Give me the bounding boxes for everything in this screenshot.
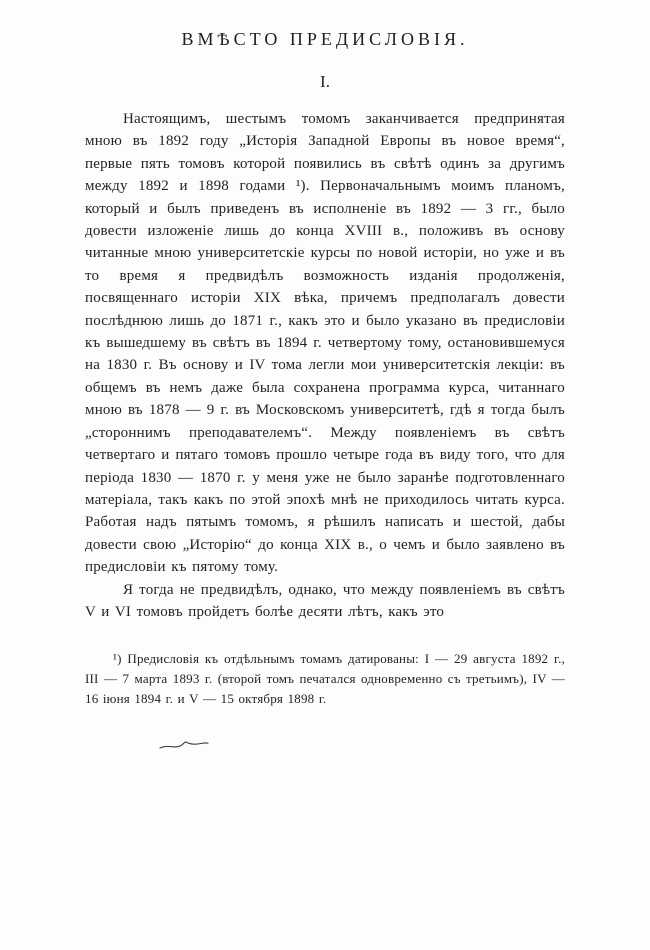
footnote: ¹) Предисловія къ отдѣльнымъ томамъ датированы: I — 29 августа 1892 г., III — 7 марта 1893 г. (второй томъ печатался одновременно съ третьимъ), IV — 16 іюня 1894 г. и V — 15 октября 1898 г.	[85, 651, 565, 707]
body-paragraph: Я тогда не предвидѣлъ, однако, что между появленіемъ въ свѣтъ V и VI томовъ пройдетъ болѣе десяти лѣтъ, какъ это	[85, 581, 565, 620]
body-text	[85, 108, 565, 623]
page-title: ВМѢСТО ПРЕДИСЛОВІЯ.	[181, 29, 469, 49]
ink-squiggle-mark	[158, 736, 210, 754]
body-paragraph: Настоящимъ, шестымъ томомъ заканчивается предпринятая мною въ 1892 году „Исторія Западной Европы въ новое время“, первые пять томовъ которой появились въ свѣтѣ одинъ за другимъ между 1892 и 1898 годами ¹). Первоначальнымъ моимъ планомъ, который и былъ приведенъ въ исполненіе въ 1892 — 3 гг., было довести изложеніе лишь до конца XVIII в., положивъ въ основу читанные мною университетскіе курсы по новой исторіи, но уже и въ то время я предвидѣлъ возможность изданія продолженія, посвященнаго исторіи XIX вѣка, причемъ предполагалъ довести послѣднюю лишь до 1871 г., какъ это и было указано въ предисловіи къ вышедшему въ свѣтъ въ 1894 г. четвертому тому, остановившемуся на 1830 г. Въ основу и IV тома легли мои университетскія лекціи: въ общемъ въ немъ даже была сохранена программа курса, читаннаго мною въ 1878 — 9 г. въ Московскомъ университетѣ, гдѣ я тогда былъ „стороннимъ преподавателемъ“. Между появленіемъ въ свѣтъ четвертаго и пятаго томовъ прошло четыре года въ виду того, что для періода 1830 — 1870 г. у меня уже не было заранѣе подготовленнаго матеріала, такъ какъ по этой эпохѣ мнѣ не приходилось читать курса. Работая надъ пятымъ томомъ, я рѣшилъ написать и шестой, дабы довести свою „Исторію“ до конца XIX в., о чемъ и было заявлено въ предисловіи къ пятому тому.	[85, 111, 565, 576]
section-heading: I.	[320, 72, 330, 91]
